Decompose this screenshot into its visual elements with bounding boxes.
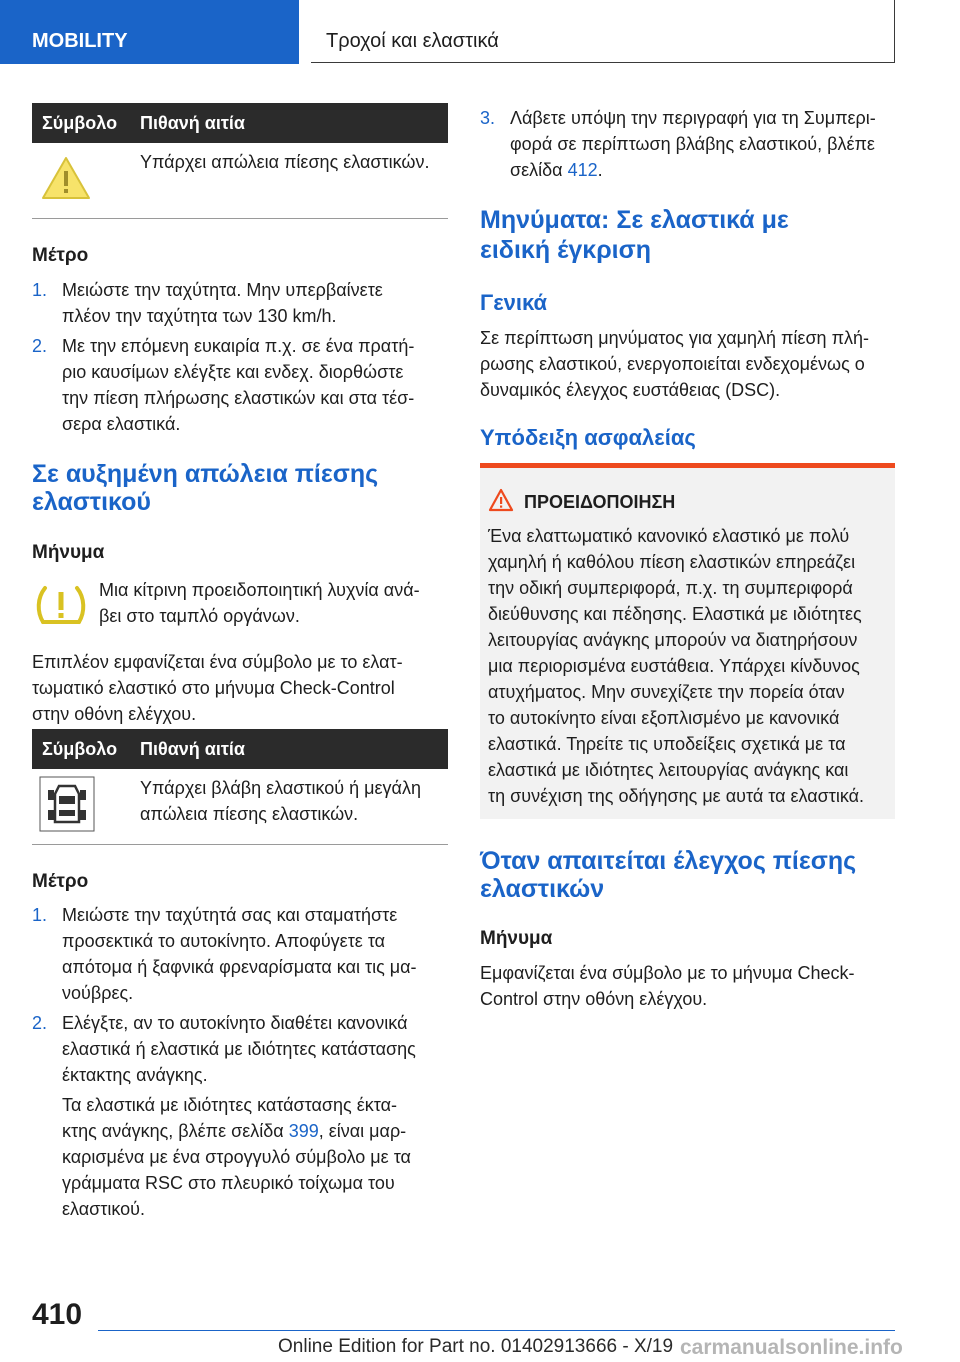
measures1-item-2-line-4: σερα ελαστικά. xyxy=(62,414,181,434)
measures2-item-1-line-2: προσεκτικά το αυτοκίνητο. Αποφύγετε τα xyxy=(62,931,386,951)
item3-line-3-after: . xyxy=(597,160,603,180)
measures2-sub-line-1: Τα ελαστικά με ιδιότητες κατάστασης έκτα- xyxy=(62,1095,397,1115)
measures2-item-2-line-2: ελαστικά ή ελαστικά με ιδιότητες κατάστασης xyxy=(62,1039,416,1059)
increased-loss-title-line-1: Σε αυξημένη απώλεια πίεσης xyxy=(32,460,379,488)
table2-col-symbol: Σύμβολο xyxy=(42,739,118,759)
warning-triangle-icon xyxy=(40,155,92,201)
approved-title-line-1: Μηνύματα: Σε ελαστικά με xyxy=(480,206,789,234)
right-item3-line-1: Λάβετε υπόψη την περιγραφή για τη Συμπερι- xyxy=(510,108,876,128)
table1-bottom-rule xyxy=(32,218,448,219)
header-chapter-label: Τροχοί και ελαστικά xyxy=(326,30,499,52)
warning-line-2: χαμηλή ή καθόλου πίεση ελαστικών επηρεάζει xyxy=(488,552,856,572)
general-para-line-3: δυναμικός έλεγχος ευστάθειας (DSC). xyxy=(480,380,781,400)
check-para-line-1: Εμφανίζεται ένα σύμβολο με το μήνυμα Check- xyxy=(480,963,855,983)
increased-loss-message-title: Μήνυμα xyxy=(32,542,105,563)
tire-pressure-warning-icon xyxy=(36,584,86,628)
table2-header xyxy=(32,729,448,769)
measures2-sub-line-3: καρισμένα με ένα στρογγυλό σύμβολο με τα xyxy=(62,1147,411,1167)
increased-para-line-2: τωματικό ελαστικό στο μήνυμα Check-Control xyxy=(32,678,395,698)
table1-header xyxy=(32,103,448,143)
sub-line-2-before: κτης ανάγκης, βλέπε σελίδα xyxy=(62,1121,289,1141)
measures2-item-1-line-3: απότομα ή ξαφνικά φρεναρίσματα και τις μα- xyxy=(62,957,417,977)
warning-triangle-outline-icon xyxy=(488,488,514,512)
warning-line-6: μια περιορισμένα ευστάθεια. Υπάρχει κίνδυνος xyxy=(488,656,860,676)
header-section-tab xyxy=(0,0,299,64)
measures1-title: Μέτρο xyxy=(32,245,89,266)
measures2-title: Μέτρο xyxy=(32,871,89,892)
measures2-sub-line-2 xyxy=(62,1118,406,1144)
approved-title-line-2: ειδική έγκριση xyxy=(480,236,651,264)
right-item3-num: 3. xyxy=(480,108,496,128)
right-item3-line-3 xyxy=(510,157,603,183)
table1-row-text: Υπάρχει απώλεια πίεσης ελαστικών. xyxy=(140,152,430,172)
warning-line-10: ελαστικά με ιδιότητες λειτουργίας ανάγκης και xyxy=(488,760,849,780)
page-link-412[interactable]: 412 xyxy=(567,160,598,180)
table2-bottom-rule xyxy=(32,844,448,845)
watermark: carmanualsonline.info xyxy=(680,1336,903,1359)
check-title-line-1: Όταν απαιτείται έλεγχος πίεσης xyxy=(480,847,857,875)
sub-line-2-after: , είναι μαρ- xyxy=(318,1121,407,1141)
warning-line-9: ελαστικά. Τηρείτε τις υποδείξεις σχετικά με τα xyxy=(488,734,846,754)
increased-para-line-1: Επιπλέον εμφανίζεται ένα σύμβολο με το ελατ- xyxy=(32,652,403,672)
table1-col-symbol: Σύμβολο xyxy=(42,113,118,133)
measures1-num-2: 2. xyxy=(32,336,48,356)
general-para-line-1: Σε περίπτωση μηνύματος για χαμηλή πίεση πλή- xyxy=(480,328,869,348)
table2-row-line-1: Υπάρχει βλάβη ελαστικού ή μεγάλη xyxy=(140,778,421,798)
lamp-text-line-1: Μια κίτρινη προειδοποιητική λυχνία ανά- xyxy=(99,580,420,600)
general-title: Γενικά xyxy=(480,290,548,315)
safety-title: Υπόδειξη ασφαλείας xyxy=(480,425,696,450)
table2-col-cause: Πιθανή αιτία xyxy=(140,739,245,759)
measures2-sub-line-5: ελαστικού. xyxy=(62,1199,146,1219)
measures1-item-1-line-2: πλέον την ταχύτητα των 130 km/h. xyxy=(62,306,337,326)
measures2-num-2: 2. xyxy=(32,1013,48,1033)
general-para-line-2: ρωσης ελαστικού, ενεργοποιείται ενδεχομένως ο xyxy=(480,354,865,374)
warning-line-8: το αυτοκίνητο είναι εξοπλισμένο με κανονικά xyxy=(488,708,840,728)
measures2-sub-line-4: γράμματα RSC στο πλευρικό τοίχωμα του xyxy=(62,1173,395,1193)
increased-loss-title-line-2: ελαστικού xyxy=(32,488,151,516)
measures1-num-1: 1. xyxy=(32,280,48,300)
measures2-item-1-line-1: Μειώστε την ταχύτητά σας και σταματήστε xyxy=(62,905,398,925)
increased-para-line-3: στην οθόνη ελέγχου. xyxy=(32,704,197,724)
measures1-item-2-line-2: ριο καυσίμων ελέγξτε και ενδεχ. διορθώστε xyxy=(62,362,404,382)
measures2-item-2-line-3: έκτακτης ανάγκης. xyxy=(62,1065,208,1085)
page-number: 410 xyxy=(32,1298,83,1331)
footer-edition: Online Edition for Part no. 01402913666 - X/19 xyxy=(278,1336,674,1357)
warning-line-7: ατυχήματος. Μην συνεχίζετε την πορεία όταν xyxy=(488,682,845,702)
warning-line-5: λειτουργίας ανάγκης μπορούν να διατηρήσουν xyxy=(488,630,858,650)
car-tire-fault-icon xyxy=(39,776,95,832)
measures1-item-2-line-1: Με την επόμενη ευκαιρία π.χ. σε ένα πρατή- xyxy=(62,336,415,356)
warning-line-3: την οδική συμπεριφορά, π.χ. τη συμπεριφορά xyxy=(488,578,853,598)
check-para-line-2: Control στην οθόνη ελέγχου. xyxy=(480,989,708,1009)
header-chapter-box xyxy=(311,0,895,63)
page-link-399[interactable]: 399 xyxy=(288,1121,319,1141)
warning-line-11: τη συνέχιση της οδήγησης με αυτά τα ελαστικά. xyxy=(488,786,865,806)
item3-line-3-before: σελίδα xyxy=(510,160,568,180)
measures2-item-2-line-1: Ελέγξτε, αν το αυτοκίνητο διαθέτει κανονικά xyxy=(62,1013,408,1033)
check-title-line-2: ελαστικών xyxy=(480,875,605,903)
warning-label: ΠΡΟΕΙΔΟΠΟΙΗΣΗ xyxy=(524,492,676,512)
measures2-item-1-line-4: νούβρες. xyxy=(62,983,134,1003)
check-message-title: Μήνυμα xyxy=(480,928,553,949)
table1-col-cause: Πιθανή αιτία xyxy=(140,113,245,133)
lamp-text-line-2: βει στο ταμπλό οργάνων. xyxy=(99,606,300,626)
measures1-item-1-line-1: Μειώστε την ταχύτητα. Μην υπερβαίνετε xyxy=(62,280,383,300)
warning-line-4: διεύθυνσης και πέδησης. Ελαστικά με ιδιότητες xyxy=(488,604,862,624)
right-item3-line-2: φορά σε περίπτωση βλάβης ελαστικού, βλέπε xyxy=(510,134,875,154)
footer-rule xyxy=(98,1330,895,1331)
table2-row-line-2: απώλεια πίεσης ελαστικών. xyxy=(140,804,359,824)
measures2-num-1: 1. xyxy=(32,905,48,925)
measures1-item-2-line-3: την πίεση πλήρωσης ελαστικών και στα τέσ- xyxy=(62,388,415,408)
warning-line-1: Ένα ελαττωματικό κανονικό ελαστικό με πολύ xyxy=(488,526,850,546)
header-section-label: MOBILITY xyxy=(32,30,128,52)
